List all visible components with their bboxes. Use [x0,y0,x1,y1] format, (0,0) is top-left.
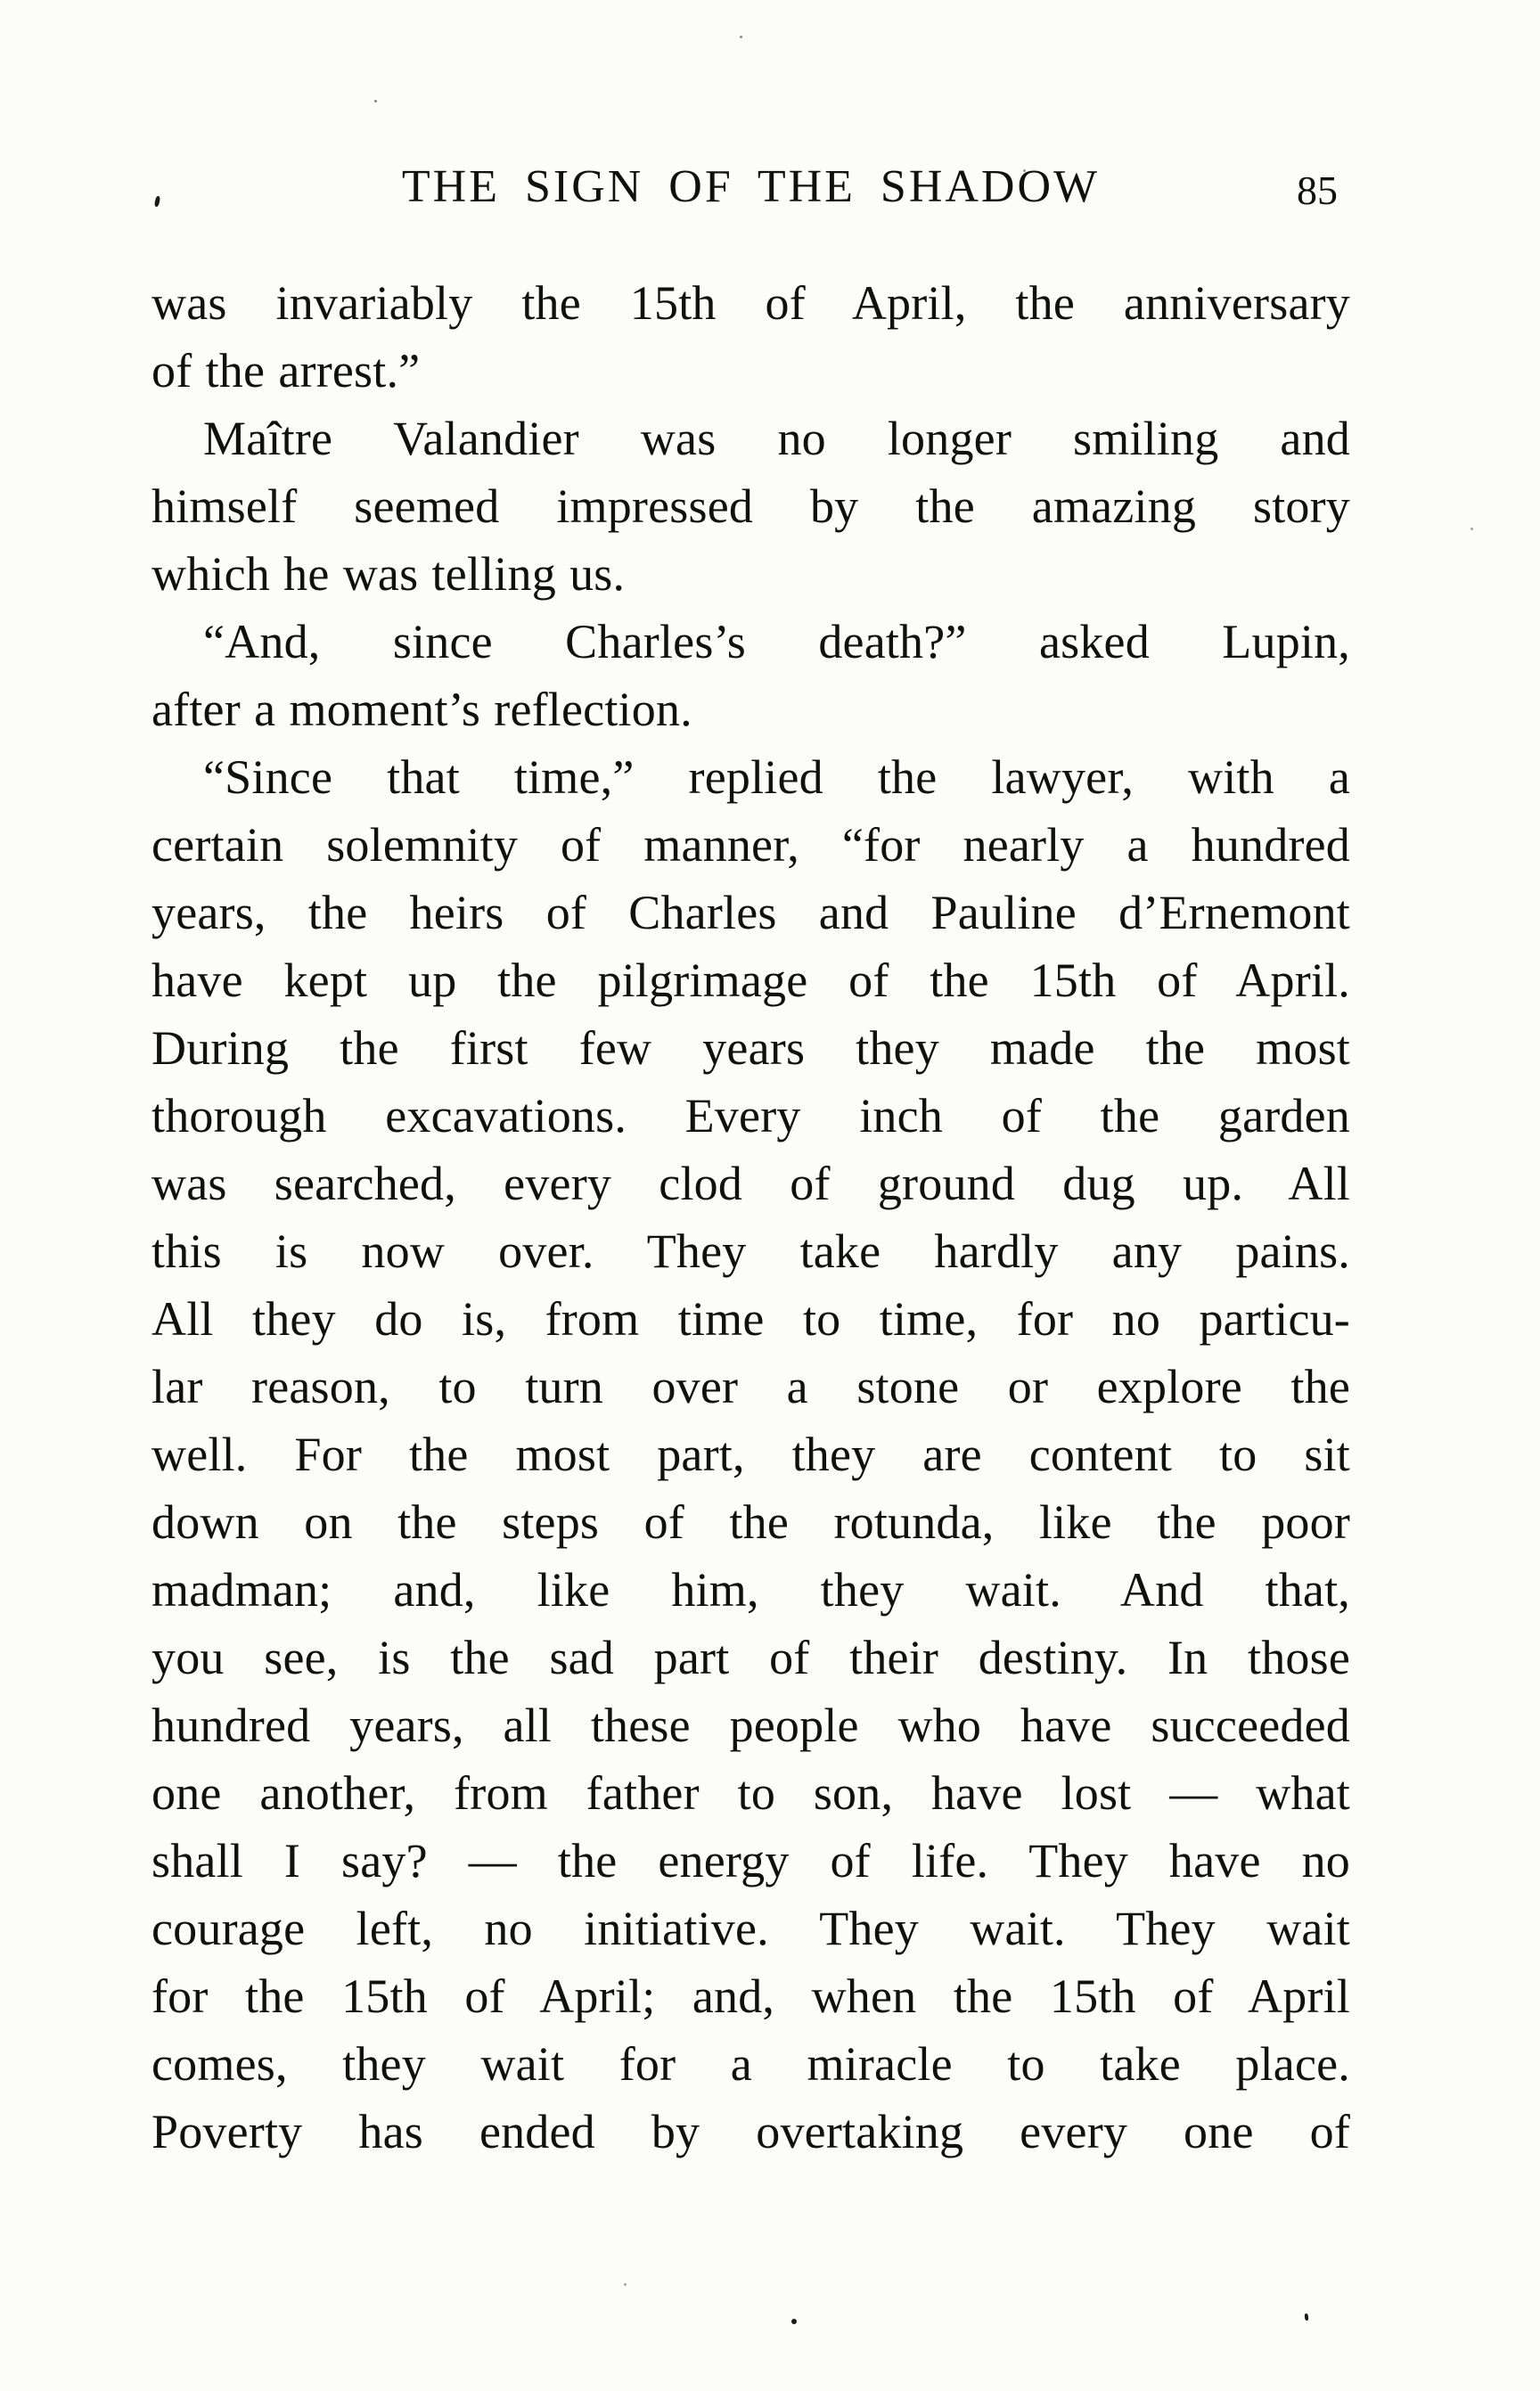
text-line: for the 15th of April; and, when the 15th of April [152,1969,1350,2023]
text-line: thorough excavations. Every inch of the garden [152,1089,1350,1142]
page-title: THE SIGN OF THE SHADOW [401,161,1101,212]
text-line: well. For the most part, they are content to sit [152,1428,1350,1481]
text-line: was invariably the 15th of April, the anniversary [152,276,1350,330]
text-line: “And, since Charles’s death?” asked Lupin, [203,615,1350,668]
text-line: have kept up the pilgrimage of the 15th of April. [152,954,1350,1007]
text-line: madman; and, like him, they wait. And that, [152,1563,1350,1617]
text-line: lar reason, to turn over a stone or explore the [152,1360,1350,1413]
ink-speck [374,100,377,102]
running-header [152,162,1350,225]
text-block [152,269,1350,2166]
ink-speck [791,2319,797,2324]
text-line: shall I say? — the energy of life. They have no [152,1834,1350,1887]
text-line: Maître Valandier was no longer smiling and [203,412,1350,465]
text-line: which he was telling us. [152,547,626,601]
text-line: after a moment’s reflection. [152,683,692,736]
ink-speck [624,2283,627,2286]
text-line: you see, is the sad part of their destiny. In those [152,1631,1350,1684]
text-line: himself seemed impressed by the amazing story [152,479,1350,533]
text-line: courage left, no initiative. They wait. They wait [152,1902,1350,1955]
text-line: down on the steps of the rotunda, like the poor [152,1495,1350,1549]
text-line: comes, they wait for a miracle to take place. [152,2037,1350,2091]
ink-speck [740,36,742,38]
ink-speck [1304,2313,1308,2321]
text-line: of the arrest.” [152,344,421,397]
text-line: “Since that time,” replied the lawyer, with a [203,750,1350,804]
page-number: 85 [1297,168,1338,213]
text-line: Poverty has ended by overtaking every one of [152,2105,1350,2158]
text-line: this is now over. They take hardly any pains. [152,1224,1350,1278]
text-line: hundred years, all these people who have succeeded [152,1699,1350,1752]
ink-speck [1470,528,1473,530]
text-line: All they do is, from time to time, for no particu- [152,1292,1350,1346]
text-line: one another, from father to son, have lost — what [152,1766,1350,1820]
text-line: certain solemnity of manner, “for nearly a hundred [152,818,1350,872]
text-line: During the first few years they made the most [152,1021,1350,1075]
text-line: years, the heirs of Charles and Pauline d’Ernemont [152,886,1350,939]
text-line: was searched, every clod of ground dug up. All [152,1157,1350,1210]
ink-speck [1023,169,1026,172]
